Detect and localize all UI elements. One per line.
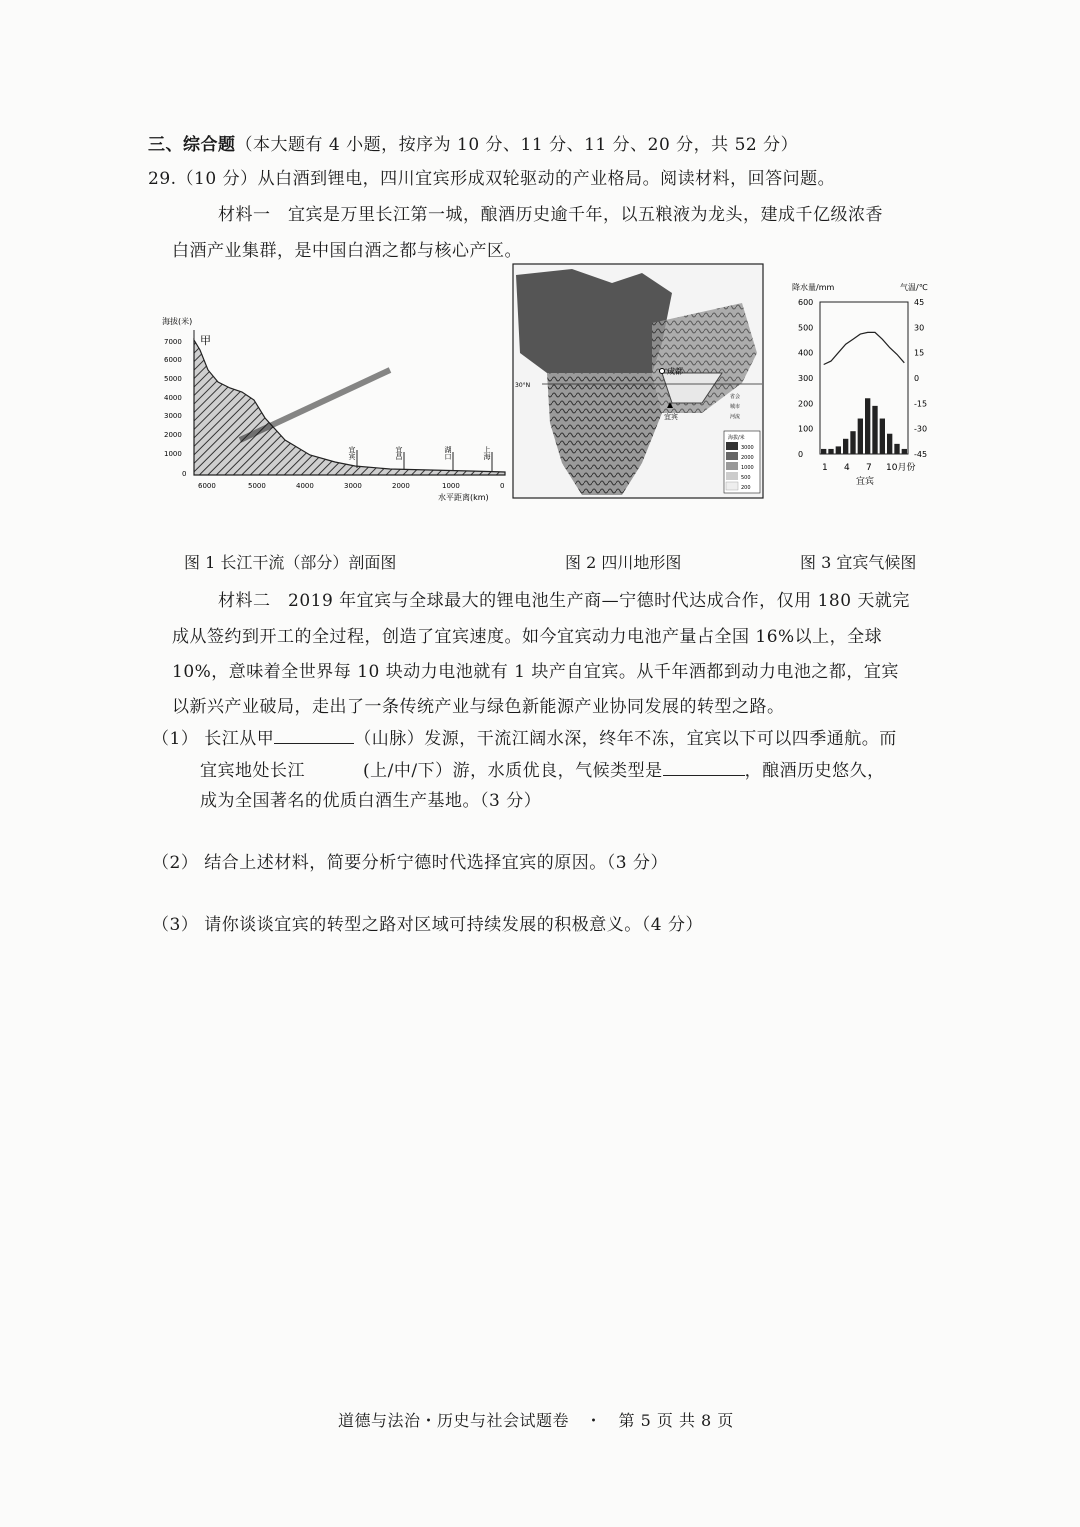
q2-number: （2） [152, 853, 199, 873]
q1-blank-climate[interactable] [663, 761, 745, 776]
fig1-point-jia: 甲 [200, 334, 211, 347]
legend-level: 1000 [741, 465, 754, 471]
question-29-title [148, 164, 835, 189]
fig3-xtick: 10月份 [886, 463, 916, 473]
q2-text: 结合上述材料，简要分析宁德时代选择宜宾的原因。（3 分） [204, 853, 668, 873]
q1-text-b: （山脉）发源，干流江阔水深，终年不冻，宜宾以下可以四季通航。而 [354, 729, 897, 749]
legend-level: 3000 [741, 445, 754, 451]
section-header [148, 130, 798, 155]
precip-bar [843, 439, 848, 454]
fig3-left-tick: 400 [798, 348, 814, 358]
fig1-xtick: 2000 [392, 482, 410, 490]
fig3-right-tick: 15 [914, 348, 925, 358]
precip-bar [821, 449, 826, 454]
fig1-ytick: 5000 [164, 375, 182, 383]
figure1-caption: 图 1 长江干流（部分）剖面图 [184, 553, 397, 572]
fig1-xtick: 1000 [442, 482, 460, 490]
precip-bar [828, 449, 833, 454]
section-label: 三、综合题 [148, 135, 236, 155]
legend-level: 500 [741, 475, 751, 481]
precip-bar [880, 419, 885, 454]
q1-line3: 成为全国著名的优质白酒生产基地。（3 分） [200, 791, 542, 811]
fig3-right-tick: -30 [914, 424, 928, 434]
q1-line1 [152, 724, 897, 749]
place-shanghai: 上海 [483, 446, 491, 460]
material1-line2: 白酒产业集群，是中国白酒之都与核心产区。 [172, 241, 522, 261]
figure2-map [512, 263, 764, 499]
figure2-caption: 图 2 四川地形图 [565, 553, 682, 572]
fig1-y-ticks [164, 338, 186, 478]
section-note: （本大题有 4 小题，按序为 10 分、11 分、11 分、20 分，共 52 分） [235, 135, 799, 155]
fig3-right-tick: -45 [914, 450, 928, 459]
fig1-ytick: 6000 [164, 356, 182, 364]
fig3-right-tick: -15 [914, 399, 928, 409]
fig3-left-tick: 300 [798, 374, 814, 383]
q1-line2 [200, 756, 885, 781]
q1-number: （1） [152, 729, 199, 749]
fig3-station: 宜宾 [856, 477, 875, 487]
fig3-left-tick: 100 [798, 424, 814, 434]
fig3-left-ticks [798, 298, 813, 459]
fig3-left-label: 降水量/mm [792, 283, 835, 292]
fig1-xtick: 3000 [344, 482, 362, 490]
fig3-left-tick: 0 [798, 450, 804, 459]
capital-marker-icon [660, 369, 665, 374]
legend-item: 省会 [730, 394, 741, 400]
map-latitude: 30°N [515, 382, 531, 389]
precip-bar [894, 444, 899, 454]
fig3-right-tick: 0 [914, 374, 920, 383]
legend-item: 城市 [730, 404, 741, 410]
q3-number: （3） [152, 915, 199, 935]
fig1-xlabel: 水平距离(km) [438, 493, 489, 502]
precip-bar [902, 449, 907, 454]
precip-bar [836, 446, 841, 454]
q1-text-a: 长江从甲 [204, 729, 275, 749]
fig1-ylabel: 海拔(米) [162, 317, 193, 326]
fig1-ytick: 1000 [164, 450, 182, 458]
material2-line1: 材料二 2019 年宜宾与全球最大的锂电池生产商—宁德时代达成合作，仅用 180 天就完 [218, 591, 910, 611]
fig3-right-label: 气温/℃ [900, 283, 928, 292]
fig1-ytick: 3000 [164, 412, 182, 420]
fig3-right-ticks [914, 298, 927, 459]
fig3-left-tick: 500 [798, 323, 814, 333]
q2 [152, 848, 668, 873]
fig1-x-ticks [198, 482, 504, 490]
legend-item: 河流 [730, 414, 741, 420]
precip-bar [865, 398, 870, 454]
q1-text-e: ，酿酒历史悠久， [744, 761, 885, 781]
fig3-right-tick: 30 [914, 323, 925, 333]
q3-text: 请你谈谈宜宾的转型之路对区域可持续发展的积极意义。（4 分） [204, 915, 703, 935]
map-city-yibin: 宜宾 [664, 413, 678, 421]
fig3-left-tick: 200 [798, 399, 814, 409]
fig3-xtick: 7 [866, 463, 872, 473]
place-yibin: 宜宾 [348, 446, 356, 460]
fig1-xtick: 5000 [248, 482, 266, 490]
place-hukou: 湖口 [444, 446, 452, 460]
fig1-xtick: 6000 [198, 482, 216, 490]
legend-level: 200 [741, 485, 751, 491]
fig3-precip-bars [821, 398, 907, 454]
map-city-chengdu: 成都 [667, 367, 683, 376]
question-intro: 从白酒到锂电，四川宜宾形成双轮驱动的产业格局。阅读材料，回答问题。 [257, 169, 836, 189]
q1-text-c: 宜宾地处长江 [200, 761, 305, 781]
precip-bar [858, 419, 863, 454]
fig3-right-tick: 45 [914, 298, 925, 307]
material2-line4: 以新兴产业破局，走出了一条传统产业与绿色新能源产业协同发展的转型之路。 [172, 697, 785, 717]
q1-blank-mountain[interactable] [274, 729, 354, 744]
page-footer: 道德与法治・历史与社会试题卷 ・ 第 5 页 共 8 页 [338, 1411, 734, 1430]
precip-bar [887, 434, 892, 454]
fig1-ytick: 7000 [164, 338, 182, 346]
q1-blank-reach[interactable] [305, 761, 363, 776]
fig3-xtick: 4 [844, 463, 850, 473]
precip-bar [850, 431, 855, 454]
fig1-ytick: 4000 [164, 394, 182, 402]
legend-level: 2000 [741, 455, 754, 461]
place-yichang: 宜昌 [395, 446, 403, 460]
fig3-temperature-line [824, 332, 905, 364]
fig3-x-ticks [822, 461, 915, 473]
figure1-profile [160, 310, 510, 510]
question-number: 29.（10 分） [148, 169, 258, 189]
q1-text-d: (上/中/下）游，水质优良，气候类型是 [363, 761, 663, 781]
fig1-ytick: 0 [182, 470, 187, 478]
material1-line1: 材料一 宜宾是万里长江第一城，酿酒历史逾千年，以五粮液为龙头，建成千亿级浓香 [218, 205, 883, 225]
q3 [152, 910, 703, 935]
figure3-caption: 图 3 宜宾气候图 [800, 553, 917, 572]
fig1-xtick: 0 [500, 482, 505, 490]
figure3-climate-chart [790, 280, 950, 490]
fig1-ytick: 2000 [164, 431, 182, 439]
precip-bar [872, 406, 877, 454]
fig1-xtick: 4000 [296, 482, 314, 490]
fig3-left-tick: 600 [798, 298, 814, 307]
material2-line2: 成从签约到开工的全过程，创造了宜宾速度。如今宜宾动力电池产量占全国 16%以上，全球 [172, 627, 883, 647]
legend-title: 海拔/米 [728, 435, 745, 441]
fig3-xtick: 1 [822, 463, 828, 473]
material2-line3: 10%，意味着全世界每 10 块动力电池就有 1 块产自宜宾。从千年酒都到动力电池之都，宜宾 [172, 662, 899, 682]
